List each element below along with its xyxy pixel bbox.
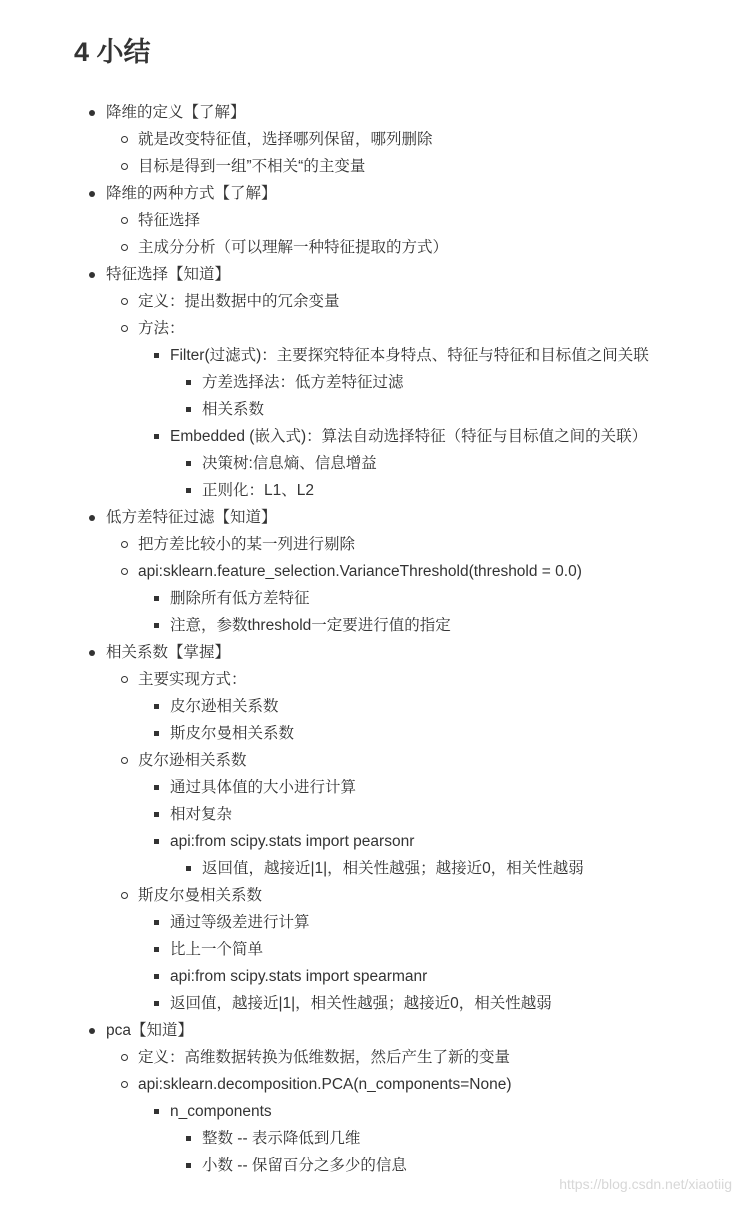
list-item-text: 通过等级差进行计算 <box>170 914 310 931</box>
sublist-level-3 <box>138 585 649 639</box>
bullet-icon <box>121 163 128 170</box>
list-item-level-4 <box>0 855 649 882</box>
sublist-level-3 <box>138 342 649 504</box>
list-item-level-2 <box>0 126 649 153</box>
list-item-level-3 <box>0 909 649 936</box>
bullet-icon <box>154 839 159 844</box>
list-item-text: 主要实现方式： <box>138 671 247 688</box>
list-item-text: 比上一个简单 <box>170 941 264 958</box>
bullet-icon <box>89 191 95 197</box>
list-item-text: 降维的两种方式【了解】 <box>106 185 277 202</box>
list-item-text: 低方差特征过滤【知道】 <box>106 509 277 526</box>
list-item-text: 正则化：L1、L2 <box>202 482 314 499</box>
bullet-icon <box>186 461 191 466</box>
bullet-icon <box>186 1136 191 1141</box>
list-item-level-4 <box>0 369 649 396</box>
list-item-text: 目标是得到一组”不相关“的主变量 <box>138 158 366 175</box>
list-item-level-3 <box>0 612 649 639</box>
list-item-level-2 <box>0 1071 649 1179</box>
bullet-icon <box>154 974 159 979</box>
list-item-text: 相关系数 <box>202 401 265 418</box>
list-item-text: 降维的定义【了解】 <box>106 104 246 121</box>
sublist-level-4 <box>170 369 649 423</box>
section-title: 4 小结 <box>74 37 151 67</box>
list-item-level-3 <box>0 774 649 801</box>
list-item-level-2 <box>0 882 649 1017</box>
list-item-level-1 <box>0 504 649 639</box>
list-item-text: 斯皮尔曼相关系数 <box>138 887 263 904</box>
sublist-level-2 <box>106 288 649 504</box>
list-item-level-2 <box>0 207 649 234</box>
list-item-level-3 <box>0 693 649 720</box>
list-item-level-3 <box>0 1098 649 1179</box>
bullet-icon <box>154 353 159 358</box>
list-item-level-3 <box>0 342 649 423</box>
list-item-level-2 <box>0 531 649 558</box>
list-item-level-2 <box>0 234 649 261</box>
list-item-level-4 <box>0 1125 649 1152</box>
list-item-text: 定义：高维数据转换为低维数据，然后产生了新的变量 <box>138 1049 511 1066</box>
bullet-icon <box>121 568 128 575</box>
bullet-icon <box>186 866 191 871</box>
list-item-text: 删除所有低方差特征 <box>170 590 310 607</box>
list-item-text: pca【知道】 <box>106 1022 193 1039</box>
bullet-icon <box>121 325 128 332</box>
bullet-icon <box>186 488 191 493</box>
bullet-icon <box>121 892 128 899</box>
list-item-level-1 <box>0 1017 649 1179</box>
list-item-level-2 <box>0 558 649 639</box>
list-item-text: 特征选择【知道】 <box>106 266 231 283</box>
list-item-text: 小数 -- 保留百分之多少的信息 <box>202 1157 407 1174</box>
list-item-level-1 <box>0 180 649 261</box>
list-item-text: 相对复杂 <box>170 806 233 823</box>
bullet-icon <box>154 731 159 736</box>
bullet-icon <box>121 676 128 683</box>
list-item-text: 相关系数【掌握】 <box>106 644 231 661</box>
list-item-text: Filter(过滤式)：主要探究特征本身特点、特征与特征和目标值之间关联 <box>170 347 649 364</box>
list-item-level-3 <box>0 801 649 828</box>
list-item-level-3 <box>0 720 649 747</box>
list-item-text: 返回值，越接近|1|，相关性越强；越接近0，相关性越弱 <box>202 860 584 877</box>
list-item-text: 方差选择法：低方差特征过滤 <box>202 374 404 391</box>
list-item-text: api:from scipy.stats import pearsonr <box>170 833 415 850</box>
sublist-level-2 <box>106 531 649 639</box>
list-item-text: 特征选择 <box>138 212 201 229</box>
sublist-level-3 <box>138 1098 649 1179</box>
list-item-level-2 <box>0 315 649 504</box>
list-item-level-1 <box>0 99 649 180</box>
list-item-text: 返回值，越接近|1|，相关性越强；越接近0，相关性越弱 <box>170 995 552 1012</box>
list-item-text: api:sklearn.decomposition.PCA(n_components=None) <box>138 1076 512 1093</box>
list-item-level-3 <box>0 990 649 1017</box>
list-item-text: n_components <box>170 1103 272 1120</box>
sublist-level-2 <box>106 207 649 261</box>
bullet-icon <box>121 244 128 251</box>
list-item-text: 斯皮尔曼相关系数 <box>170 725 295 742</box>
list-item-text: api:sklearn.feature_selection.VarianceThreshold(threshold = 0.0) <box>138 563 582 580</box>
list-item-text: 方法： <box>138 320 185 337</box>
list-item-text: 决策树:信息熵、信息增益 <box>202 455 377 472</box>
list-item-text: 整数 -- 表示降低到几维 <box>202 1130 361 1147</box>
list-item-level-4 <box>0 1152 649 1179</box>
list-item-level-2 <box>0 747 649 882</box>
list-item-level-2 <box>0 153 649 180</box>
list-item-level-2 <box>0 1044 649 1071</box>
bullet-icon <box>89 110 95 116</box>
bullet-icon <box>154 920 159 925</box>
sublist-level-4 <box>170 1125 649 1179</box>
bullet-icon <box>89 1028 95 1034</box>
summary-list <box>0 99 649 1179</box>
list-item-text: Embedded (嵌入式)：算法自动选择特征（特征与目标值之间的关联） <box>170 428 648 445</box>
list-item-text: 皮尔逊相关系数 <box>170 698 279 715</box>
bullet-icon <box>154 596 159 601</box>
list-item-text: 把方差比较小的某一列进行剔除 <box>138 536 356 553</box>
bullet-icon <box>154 785 159 790</box>
bullet-icon <box>121 757 128 764</box>
bullet-icon <box>154 947 159 952</box>
list-item-text: 就是改变特征值，选择哪列保留，哪列删除 <box>138 131 433 148</box>
bullet-icon <box>121 1081 128 1088</box>
bullet-icon <box>154 1001 159 1006</box>
sublist-level-2 <box>106 666 649 1017</box>
sublist-level-3 <box>138 774 649 882</box>
bullet-icon <box>154 1109 159 1114</box>
list-item-text: 注意，参数threshold一定要进行值的指定 <box>170 617 451 634</box>
list-item-level-1 <box>0 261 649 504</box>
bullet-icon <box>154 704 159 709</box>
list-item-text: 定义：提出数据中的冗余变量 <box>138 293 340 310</box>
sublist-level-4 <box>170 450 649 504</box>
list-item-level-3 <box>0 936 649 963</box>
bullet-icon <box>186 407 191 412</box>
sublist-level-3 <box>138 909 649 1017</box>
sublist-level-2 <box>106 126 649 180</box>
bullet-icon <box>186 380 191 385</box>
list-item-level-4 <box>0 396 649 423</box>
bullet-icon <box>121 541 128 548</box>
bullet-icon <box>121 298 128 305</box>
bullet-icon <box>89 272 95 278</box>
bullet-icon <box>154 623 159 628</box>
list-item-level-2 <box>0 288 649 315</box>
bullet-icon <box>121 217 128 224</box>
bullet-icon <box>154 812 159 817</box>
list-item-text: 主成分分析（可以理解一种特征提取的方式） <box>138 239 449 256</box>
bullet-icon <box>89 515 95 521</box>
list-item-level-3 <box>0 585 649 612</box>
bullet-icon <box>186 1163 191 1168</box>
sublist-level-4 <box>170 855 649 882</box>
bullet-icon <box>121 136 128 143</box>
list-item-text: 皮尔逊相关系数 <box>138 752 247 769</box>
list-item-text: 通过具体值的大小进行计算 <box>170 779 357 796</box>
list-item-level-1 <box>0 639 649 1017</box>
list-item-level-3 <box>0 423 649 504</box>
watermark-text: https://blog.csdn.net/xiaotiig <box>559 1176 732 1192</box>
bullet-icon <box>154 434 159 439</box>
list-item-text: api:from scipy.stats import spearmanr <box>170 968 428 985</box>
sublist-level-3 <box>138 693 649 747</box>
list-item-level-3 <box>0 828 649 882</box>
bullet-icon <box>89 650 95 656</box>
list-item-level-4 <box>0 477 649 504</box>
list-item-level-4 <box>0 450 649 477</box>
bullet-icon <box>121 1054 128 1061</box>
list-item-level-3 <box>0 963 649 990</box>
sublist-level-2 <box>106 1044 649 1179</box>
list-item-level-2 <box>0 666 649 747</box>
